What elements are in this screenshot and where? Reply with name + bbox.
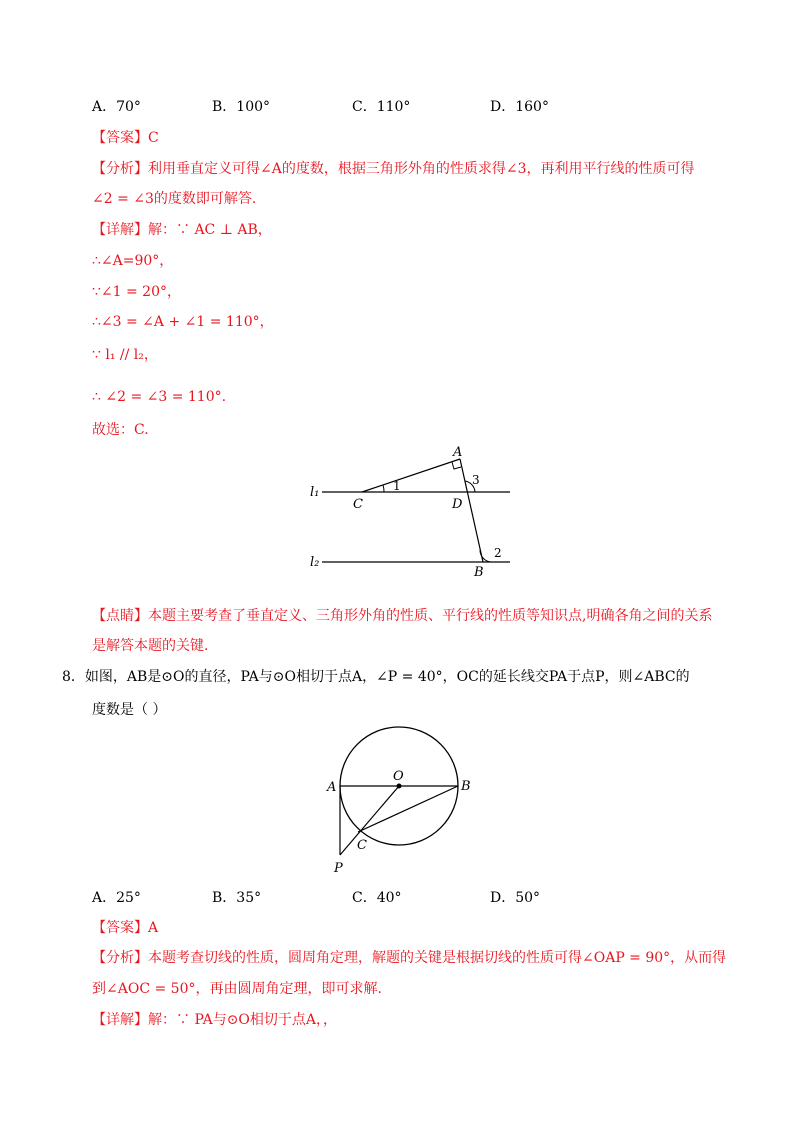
q8-analysis-text-1: 本题考查切线的性质，圆周角定理，解题的关键是根据切线的性质可得∠OAP = 90°，从而得 bbox=[148, 950, 727, 966]
q7-detail-tag: 【详解】 bbox=[92, 222, 148, 238]
label-l1: l₁ bbox=[310, 485, 320, 500]
q7-analysis-line-2: ∠2 = ∠3的度数即可解答. bbox=[92, 191, 257, 207]
q7-step-1: ∴∠A=90°， bbox=[92, 253, 174, 269]
right-angle-mark bbox=[452, 462, 461, 469]
q8-analysis-line-1 bbox=[92, 948, 726, 968]
q7-comment-line-1 bbox=[92, 606, 712, 626]
label-c: C bbox=[357, 838, 367, 853]
label-p: P bbox=[334, 861, 343, 876]
q8-detail-line bbox=[92, 1010, 337, 1030]
label-c: C bbox=[353, 497, 363, 512]
q7-option-a: A．70° bbox=[92, 99, 141, 115]
q7-step-3: ∴∠3 = ∠A + ∠1 = 110°， bbox=[92, 314, 274, 330]
q7-answer: C bbox=[148, 130, 159, 146]
q7-answer-line bbox=[92, 128, 159, 148]
label-a: A bbox=[453, 445, 463, 460]
q8-answer-line bbox=[92, 918, 158, 938]
label-3: 3 bbox=[472, 473, 480, 487]
q7-comment-tag: 【点睛】 bbox=[92, 608, 148, 624]
q7-conclusion: 故选：C. bbox=[92, 422, 149, 438]
label-d: D bbox=[452, 497, 463, 512]
q8-option-b: B．35° bbox=[212, 890, 262, 906]
q7-answer-tag: 【答案】 bbox=[92, 130, 148, 146]
q7-analysis-text-1: 利用垂直定义可得∠A的度数，根据三角形外角的性质求得∠3，再利用平行线的性质可得 bbox=[148, 161, 695, 177]
label-b: B bbox=[474, 565, 484, 580]
q7-comment-line-2: 是解答本题的关键. bbox=[92, 638, 209, 654]
q8-option-c: C．40° bbox=[352, 890, 402, 906]
q8-answer-tag: 【答案】 bbox=[92, 920, 148, 936]
segment-ca bbox=[362, 459, 460, 492]
label-2: 2 bbox=[494, 546, 502, 560]
q8-stem-line-2: 度数是（ ） bbox=[92, 702, 167, 718]
q7-detail-start: 解：∵ AC ⊥ AB， bbox=[148, 222, 272, 238]
q8-figure bbox=[320, 725, 480, 880]
q7-step-4: ∵ l₁ // l₂， bbox=[92, 347, 158, 363]
angle-1-arc bbox=[383, 485, 384, 492]
q8-detail-start: 解：∵ PA与⊙O相切于点A，， bbox=[148, 1012, 338, 1028]
q8-answer: A bbox=[148, 920, 159, 936]
q8-option-d: D．50° bbox=[490, 890, 541, 906]
q7-analysis-line-1 bbox=[92, 159, 694, 179]
label-l2: l₂ bbox=[310, 555, 320, 570]
label-1: 1 bbox=[393, 479, 401, 493]
q7-step-2: ∵∠1 = 20°， bbox=[92, 284, 181, 300]
q8-option-a: A．25° bbox=[92, 890, 141, 906]
label-a: A bbox=[327, 780, 337, 795]
center-dot bbox=[397, 784, 402, 789]
q8-analysis-line-2: 到∠AOC = 50°，再由圆周角定理，即可求解. bbox=[92, 981, 382, 997]
q8-detail-tag: 【详解】 bbox=[92, 1012, 148, 1028]
q7-option-d: D．160° bbox=[490, 99, 549, 115]
angle-2-arc bbox=[480, 550, 493, 562]
label-b: B bbox=[461, 779, 471, 794]
q7-step-5: ∴ ∠2 = ∠3 = 110°. bbox=[92, 389, 227, 405]
label-o: O bbox=[393, 769, 404, 784]
q7-detail-line bbox=[92, 220, 272, 240]
q8-stem-line-1: 8．如图，AB是⊙O的直径，PA与⊙O相切于点A，∠P = 40°，OC的延长线交PA于点P，则∠ABC的 bbox=[62, 669, 690, 685]
q8-analysis-tag: 【分析】 bbox=[92, 950, 148, 966]
q7-comment-text-1: 本题主要考查了垂直定义、三角形外角的性质、平行线的性质等知识点,明确各角之间的关系 bbox=[148, 608, 713, 624]
q7-figure bbox=[300, 440, 520, 580]
q7-option-b: B．100° bbox=[212, 99, 271, 115]
q7-option-c: C．110° bbox=[352, 99, 411, 115]
q7-analysis-tag: 【分析】 bbox=[92, 161, 148, 177]
